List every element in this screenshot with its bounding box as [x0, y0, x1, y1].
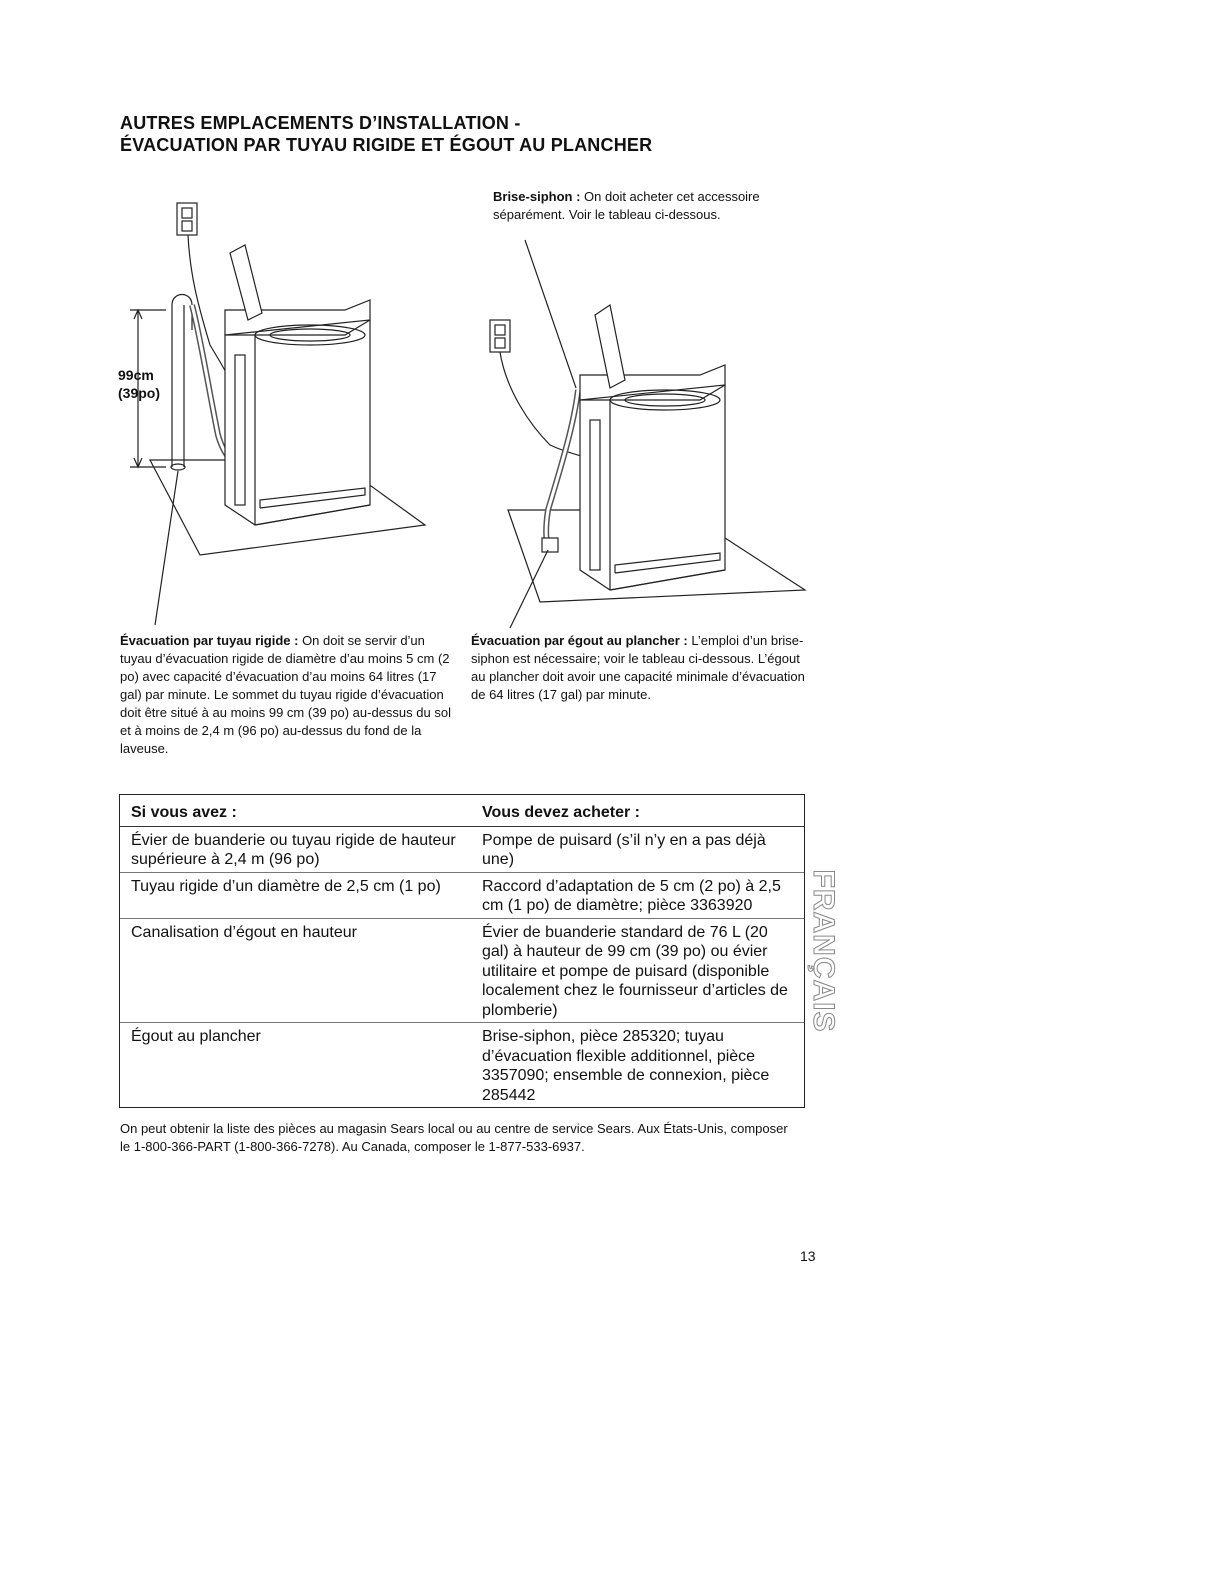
table-cell: Pompe de puisard (s’il n’y en a pas déjà une): [471, 826, 804, 872]
table-cell: Évier de buanderie ou tuyau rigide de hauteur supérieure à 2,4 m (96 po): [120, 826, 471, 872]
title-line-2: ÉVACUATION PAR TUYAU RIGIDE ET ÉGOUT AU PLANCHER: [120, 135, 653, 155]
parts-table: [120, 795, 804, 1107]
rigid-drain-text: On doit se servir d’un tuyau d’évacuation rigide de diamètre d’au moins 5 cm (2 po) avec capacité d’évacuation d’au moins 64 litres (17 gal) par minute. Le sommet du tuyau rigide d’évacuation doit être situé à au moins 99 cm (39 po) au-dessus du sol et à moins de 2,4 m (96 po) au-dessus du fond de la laveuse.: [120, 633, 451, 756]
table-row: [120, 918, 804, 1023]
table-header-cell: Vous devez acheter :: [471, 795, 804, 826]
page-number: 13: [800, 1248, 816, 1264]
table-cell: Tuyau rigide d’un diamètre de 2,5 cm (1 po): [120, 872, 471, 918]
floor-drain-illustration: [470, 240, 810, 630]
brise-siphon-label: Brise-siphon :: [493, 189, 581, 204]
page-title: [120, 112, 652, 156]
rigid-drain-label: Évacuation par tuyau rigide :: [120, 633, 299, 648]
language-side-tab: [807, 826, 841, 1076]
table-cell: Raccord d’adaptation de 5 cm (2 po) à 2,5 cm (1 po) de diamètre; pièce 3363920: [471, 872, 804, 918]
table-cell: Canalisation d’égout en hauteur: [120, 918, 471, 1023]
table-cell: Brise-siphon, pièce 285320; tuyau d’évacuation flexible additionnel, pièce 3357090; ensemble de connexion, pièce 285442: [482, 1028, 770, 1104]
table-row: [120, 826, 804, 872]
side-tab-text: FRANÇAIS: [807, 869, 841, 1033]
rigid-drain-caption: [120, 632, 460, 758]
table-header-cell: Si vous avez :: [120, 795, 471, 826]
standpipe-illustration: [110, 195, 440, 625]
table-cell: Égout au plancher: [131, 1028, 261, 1045]
title-line-1: AUTRES EMPLACEMENTS D’INSTALLATION -: [120, 113, 521, 133]
footer-note: On peut obtenir la liste des pièces au magasin Sears local ou au centre de service Sears. Aux États-Unis, composer le 1-800-366-PART (1-800-366-7278). Au Canada, composer le 1-877-533-6937.: [120, 1121, 788, 1154]
brise-siphon-caption: [493, 188, 793, 224]
table-row: [120, 1023, 804, 1108]
table-cell: Évier de buanderie standard de 76 L (20 gal) à hauteur de 99 cm (39 po) ou évier utilitaire et pompe de puisard (disponible localement chez le fournisseur d’articles de plomberie): [471, 918, 804, 1023]
floor-drain-label: Évacuation par égout au plancher :: [471, 633, 688, 648]
floor-drain-caption: [471, 632, 811, 704]
brise-siphon-text: On doit acheter cet accessoire séparément. Voir le tableau ci-dessous.: [493, 189, 760, 222]
table-row: [120, 872, 804, 918]
floor-drain-text: L’emploi d’un brise-siphon est nécessaire; voir le tableau ci-dessous. L’égout au plancher doit avoir une capacité minimale d’évacuation de 64 litres (17 gal) par minute.: [471, 633, 805, 702]
table-header-row: [120, 795, 804, 826]
dimension-metric: 99cm: [118, 367, 154, 383]
dimension-imperial: (39po): [118, 385, 160, 401]
